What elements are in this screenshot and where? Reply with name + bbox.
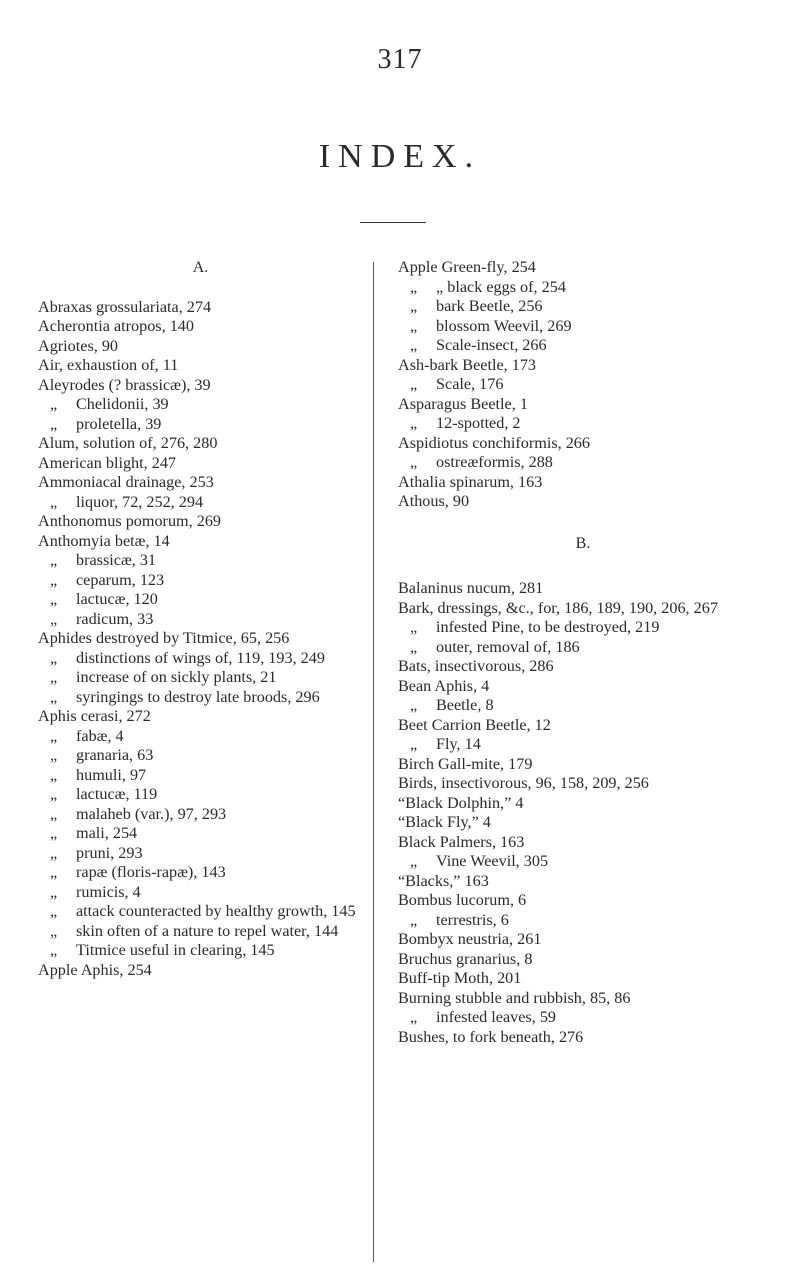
entry-text: Beet Carrion Beetle, 12 — [398, 715, 551, 734]
entry-text: Buff-tip Moth, 201 — [398, 969, 522, 987]
ditto-mark: „ — [50, 570, 58, 589]
section-letter-b: B. — [575, 534, 591, 552]
entry-text: Scale-insect, 266 — [436, 336, 547, 354]
index-entry — [398, 375, 768, 395]
index-entry — [38, 902, 363, 922]
entry-text: Air, exhaustion of, 11 — [38, 356, 179, 374]
index-entry — [398, 989, 768, 1009]
entry-text: Birds, insectivorous, 96, 158, 209, 256 — [398, 774, 649, 792]
ditto-mark: „ — [410, 735, 418, 753]
title-rule — [360, 222, 426, 223]
ditto-mark: „ — [50, 492, 58, 511]
index-entry — [38, 805, 363, 825]
entry-text: Scale, 176 — [436, 375, 504, 393]
entry-text: brassicæ, 31 — [76, 551, 157, 569]
index-entry — [38, 493, 363, 513]
entry-text: Beetle, 8 — [436, 696, 494, 714]
index-entry — [398, 1008, 768, 1028]
entry-text: mali, 254 — [76, 824, 138, 842]
ditto-mark: „ — [50, 824, 58, 842]
entry-text: American blight, 247 — [38, 453, 177, 472]
entry-text: Aphis cerasi, 272 — [38, 707, 151, 725]
entry-text: skin often of a nature to repel water, 144 — [76, 921, 339, 940]
entry-text: „ black eggs of, 254 — [436, 277, 566, 296]
index-entry — [398, 677, 768, 697]
entry-text: pruni, 293 — [76, 843, 143, 862]
entry-text: increase of on sickly plants, 21 — [76, 668, 277, 686]
index-entry — [38, 941, 363, 961]
ditto-mark: „ — [50, 590, 58, 608]
entry-text: Bats, insectivorous, 286 — [398, 657, 554, 675]
ditto-mark: „ — [410, 277, 418, 296]
entry-text: lactucæ, 120 — [76, 590, 158, 608]
index-entry — [398, 794, 768, 814]
entry-text: Athous, 90 — [398, 492, 470, 510]
index-entry — [398, 414, 768, 434]
index-entry — [398, 453, 768, 473]
left-column — [38, 258, 363, 980]
entry-text: Balaninus nucum, 281 — [398, 579, 544, 597]
index-entry — [38, 395, 363, 415]
index-entry — [398, 735, 768, 755]
entry-text: blossom Weevil, 269 — [436, 316, 572, 335]
entry-text: distinctions of wings of, 119, 193, 249 — [76, 648, 325, 667]
index-entry — [398, 833, 768, 853]
index-entry — [398, 1028, 768, 1048]
entry-text: Apple Aphis, 254 — [38, 960, 152, 979]
ditto-mark: „ — [410, 852, 418, 870]
entry-text: proletella, 39 — [76, 414, 162, 433]
index-entry — [398, 258, 768, 278]
index-entry — [38, 512, 363, 532]
entry-text: Abraxas grossulariata, 274 — [38, 297, 212, 316]
ditto-mark: „ — [50, 902, 58, 920]
entry-text: outer, removal of, 186 — [436, 637, 580, 656]
right-column — [398, 258, 768, 1047]
ditto-mark: „ — [410, 637, 418, 656]
ditto-mark: „ — [410, 297, 418, 315]
entry-text: Anthomyia betæ, 14 — [38, 531, 170, 550]
ditto-mark: „ — [410, 414, 418, 432]
entry-text: Bombus lucorum, 6 — [398, 891, 527, 909]
index-entry — [398, 317, 768, 337]
entry-text: infested leaves, 59 — [436, 1008, 557, 1026]
entry-text: rapæ (floris-rapæ), 143 — [76, 863, 226, 881]
entry-text: Titmice useful in clearing, 145 — [76, 941, 275, 959]
index-entry — [398, 716, 768, 736]
page-number: 317 — [377, 44, 423, 75]
index-entry — [38, 961, 363, 981]
index-entry — [38, 590, 363, 610]
entry-text: Acherontia atropos, 140 — [38, 317, 194, 335]
entry-text: syringings to destroy late broods, 296 — [76, 687, 320, 706]
entry-text: Bombyx neustria, 261 — [398, 930, 542, 948]
index-entry — [398, 579, 768, 599]
ditto-mark: „ — [50, 414, 58, 433]
entry-text: 12-spotted, 2 — [436, 414, 521, 432]
index-entry — [398, 618, 768, 638]
index-entry — [398, 755, 768, 775]
entry-text: bark Beetle, 256 — [436, 297, 543, 315]
entry-text: Asparagus Beetle, 1 — [398, 394, 528, 413]
index-entry — [38, 571, 363, 591]
ditto-mark: „ — [50, 804, 58, 823]
entry-text: Agriotes, 90 — [38, 336, 119, 355]
entry-text: Bark, dressings, &c., for, 186, 189, 190, 206, 267 — [398, 598, 718, 617]
right-entries-a — [398, 258, 768, 512]
index-entry — [38, 668, 363, 688]
entry-text: ceparum, 123 — [76, 570, 165, 589]
entry-text: Chelidonii, 39 — [76, 395, 169, 413]
column-divider — [373, 262, 374, 1262]
index-entry — [38, 454, 363, 474]
index-entry — [38, 707, 363, 727]
index-entry — [398, 492, 768, 512]
index-entry — [38, 376, 363, 396]
index-entry — [38, 922, 363, 942]
ditto-mark: „ — [410, 910, 418, 929]
ditto-mark: „ — [410, 1008, 418, 1026]
ditto-mark: „ — [50, 395, 58, 413]
entry-text: Birch Gall-mite, 179 — [398, 754, 533, 773]
index-entry — [398, 473, 768, 493]
index-entry — [398, 278, 768, 298]
index-entry — [38, 883, 363, 903]
index-entry — [38, 473, 363, 493]
ditto-mark: „ — [50, 609, 58, 628]
ditto-mark: „ — [50, 863, 58, 881]
index-entry — [38, 649, 363, 669]
ditto-mark: „ — [50, 687, 58, 706]
entry-text: rumicis, 4 — [76, 882, 141, 901]
ditto-mark: „ — [410, 316, 418, 335]
entry-text: Ammoniacal drainage, 253 — [38, 473, 214, 491]
entry-text: Bean Aphis, 4 — [398, 676, 490, 695]
index-entry — [398, 930, 768, 950]
entry-text: Athalia spinarum, 163 — [398, 472, 543, 491]
index-entry — [398, 297, 768, 317]
ditto-mark: „ — [50, 941, 58, 959]
index-entry — [398, 872, 768, 892]
index-entry — [38, 551, 363, 571]
index-entry — [38, 298, 363, 318]
index-entry — [398, 891, 768, 911]
entry-text: radicum, 33 — [76, 609, 154, 628]
entry-text: Burning stubble and rubbish, 85, 86 — [398, 988, 631, 1007]
ditto-mark: „ — [50, 551, 58, 569]
index-entry — [38, 688, 363, 708]
right-entries-b — [398, 579, 768, 1047]
entry-text: Aphides destroyed by Titmice, 65, 256 — [38, 629, 290, 647]
index-entry — [398, 599, 768, 619]
entry-text: liquor, 72, 252, 294 — [76, 492, 204, 511]
entry-text: infested Pine, to be destroyed, 219 — [436, 618, 660, 636]
index-entry — [38, 766, 363, 786]
index-title: INDEX. — [318, 138, 482, 175]
index-entry — [398, 911, 768, 931]
index-entry — [38, 317, 363, 337]
index-entry — [398, 950, 768, 970]
index-entry — [398, 336, 768, 356]
entry-text: “Black Fly,” 4 — [398, 813, 491, 831]
ditto-mark: „ — [50, 785, 58, 803]
index-entry — [38, 415, 363, 435]
index-entry — [38, 610, 363, 630]
ditto-mark: „ — [410, 375, 418, 393]
index-entry — [398, 395, 768, 415]
ditto-mark: „ — [410, 618, 418, 636]
index-entry — [398, 696, 768, 716]
entry-text: Vine Weevil, 305 — [436, 852, 549, 870]
index-entry — [38, 844, 363, 864]
ditto-mark: „ — [50, 921, 58, 940]
ditto-mark: „ — [50, 843, 58, 862]
ditto-mark: „ — [410, 696, 418, 714]
index-entry — [398, 969, 768, 989]
index-entry — [38, 727, 363, 747]
index-entry — [38, 434, 363, 454]
entry-text: malaheb (var.), 97, 293 — [76, 804, 227, 823]
entry-text: Aleyrodes (? brassicæ), 39 — [38, 375, 211, 394]
ditto-mark: „ — [50, 726, 58, 745]
entry-text: Bruchus granarius, 8 — [398, 949, 533, 968]
entry-text: Bushes, to fork beneath, 276 — [398, 1027, 584, 1046]
entry-text: Ash-bark Beetle, 173 — [398, 355, 537, 374]
index-entry — [398, 657, 768, 677]
index-entry — [398, 852, 768, 872]
ditto-mark: „ — [410, 336, 418, 354]
entry-text: fabæ, 4 — [76, 726, 124, 745]
ditto-mark: „ — [50, 882, 58, 901]
entry-text: humuli, 97 — [76, 765, 147, 784]
index-entry — [38, 629, 363, 649]
entry-text: terrestris, 6 — [436, 910, 509, 929]
entry-text: Aspidiotus conchiformis, 266 — [398, 433, 590, 452]
ditto-mark: „ — [50, 648, 58, 667]
index-entry — [398, 356, 768, 376]
index-entry — [38, 785, 363, 805]
ditto-mark: „ — [410, 453, 418, 471]
entry-text: “Blacks,” 163 — [398, 871, 489, 890]
entry-text: granaria, 63 — [76, 746, 154, 764]
index-entry — [38, 746, 363, 766]
index-entry — [398, 774, 768, 794]
ditto-mark: „ — [50, 746, 58, 764]
entry-text: Black Palmers, 163 — [398, 832, 525, 851]
entry-text: Anthonomus pomorum, 269 — [38, 512, 222, 530]
index-entry — [398, 813, 768, 833]
index-entry — [398, 434, 768, 454]
left-entries — [38, 298, 363, 981]
index-entry — [38, 824, 363, 844]
section-letter-a: A. — [192, 259, 209, 276]
index-entry — [38, 337, 363, 357]
index-entry — [38, 356, 363, 376]
ditto-mark: „ — [50, 668, 58, 686]
entry-text: Alum, solution of, 276, 280 — [38, 434, 218, 452]
ditto-mark: „ — [50, 765, 58, 784]
entry-text: Apple Green-fly, 254 — [398, 258, 536, 276]
entry-text: ostreæformis, 288 — [436, 453, 553, 471]
entry-text: attack counteracted by healthy growth, 145 — [76, 902, 356, 920]
index-entry — [38, 863, 363, 883]
index-entry — [38, 532, 363, 552]
entry-text: lactucæ, 119 — [76, 785, 158, 803]
entry-text: “Black Dolphin,” 4 — [398, 793, 524, 812]
index-entry — [398, 638, 768, 658]
entry-text: Fly, 14 — [436, 735, 481, 753]
